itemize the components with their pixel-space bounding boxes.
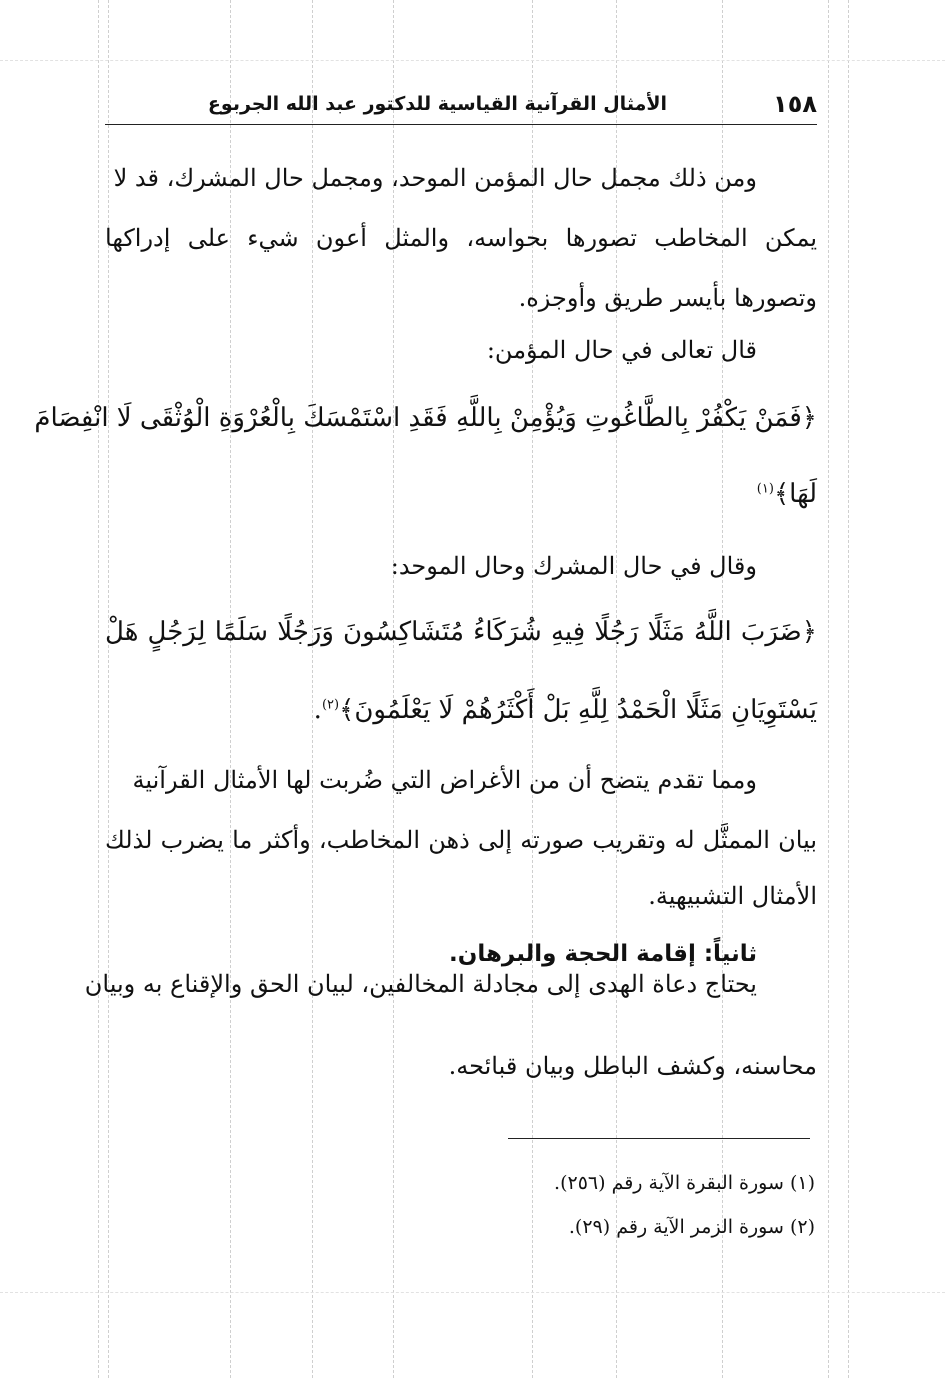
verse-text: لَهَا﴾ — [773, 479, 817, 509]
footnote-separator — [508, 1138, 810, 1139]
footnote-ref: (١) — [756, 481, 774, 497]
paragraph-line: ومن ذلك مجمل حال المؤمن الموحد، ومجمل حال المشرك، قد لا — [113, 164, 757, 192]
page-header — [105, 88, 817, 125]
verse-end-period: . — [313, 695, 322, 725]
paragraph-line: وتصورها بأيسر طريق وأوجزه. — [518, 284, 817, 312]
paragraph-line: يحتاج دعاة الهدى إلى مجادلة المخالفين، لبيان الحق والإقناع به وبيان — [84, 970, 757, 998]
page-number: ١٥٨ — [773, 90, 817, 118]
paragraph-line: ومما تقدم يتضح أن من الأغراض التي ضُربت لها الأمثال القرآنية — [132, 766, 757, 794]
footnote: (١) سورة البقرة الآية رقم (٢٥٦). — [554, 1172, 815, 1194]
verse-intro: وقال في حال المشرك وحال الموحد: — [390, 552, 757, 580]
quran-verse-line: ﴿فَمَنْ يَكْفُرْ بِالطَّاغُوتِ وَيُؤْمِنْ بِاللَّهِ فَقَدِ اسْتَمْسَكَ بِالْعُرْوَةِ الْوُثْقَى لَا انْفِصَامَ — [34, 403, 817, 433]
section-heading: ثانياً: إقامة الحجة والبرهان. — [448, 941, 757, 967]
paragraph-line: يمكن المخاطب تصورها بحواسه، والمثل أعون شيء على إدراكها — [105, 224, 817, 252]
quran-verse-line — [757, 472, 817, 516]
paragraph-line: محاسنه، وكشف الباطل وبيان قبائحه. — [448, 1052, 817, 1080]
quran-verse-line: ﴿ضَرَبَ اللَّهُ مَثَلًا رَجُلًا فِيهِ شُرَكَاءُ مُتَشَاكِسُونَ وَرَجُلًا سَلَمًا لِرَجُلٍ هَلْ — [105, 617, 817, 647]
verse-text: يَسْتَوِيَانِ مَثَلًا الْحَمْدُ لِلَّهِ بَلْ أَكْثَرُهُمْ لَا يَعْلَمُونَ﴾ — [339, 695, 817, 725]
footnote: (٢) سورة الزمر الآية رقم (٢٩). — [568, 1216, 815, 1238]
verse-intro: قال تعالى في حال المؤمن: — [486, 336, 757, 364]
paragraph-line: الأمثال التشبيهية. — [648, 882, 817, 910]
footnote-ref: (٢) — [321, 697, 340, 713]
running-title: الأمثال القرآنية القياسية للدكتور عبد الله الجربوع — [207, 93, 667, 115]
quran-verse-line — [314, 688, 817, 732]
paragraph-line: بيان الممثَّل له وتقريب صورته إلى ذهن المخاطب، وأكثر ما يضرب لذلك — [105, 826, 818, 854]
